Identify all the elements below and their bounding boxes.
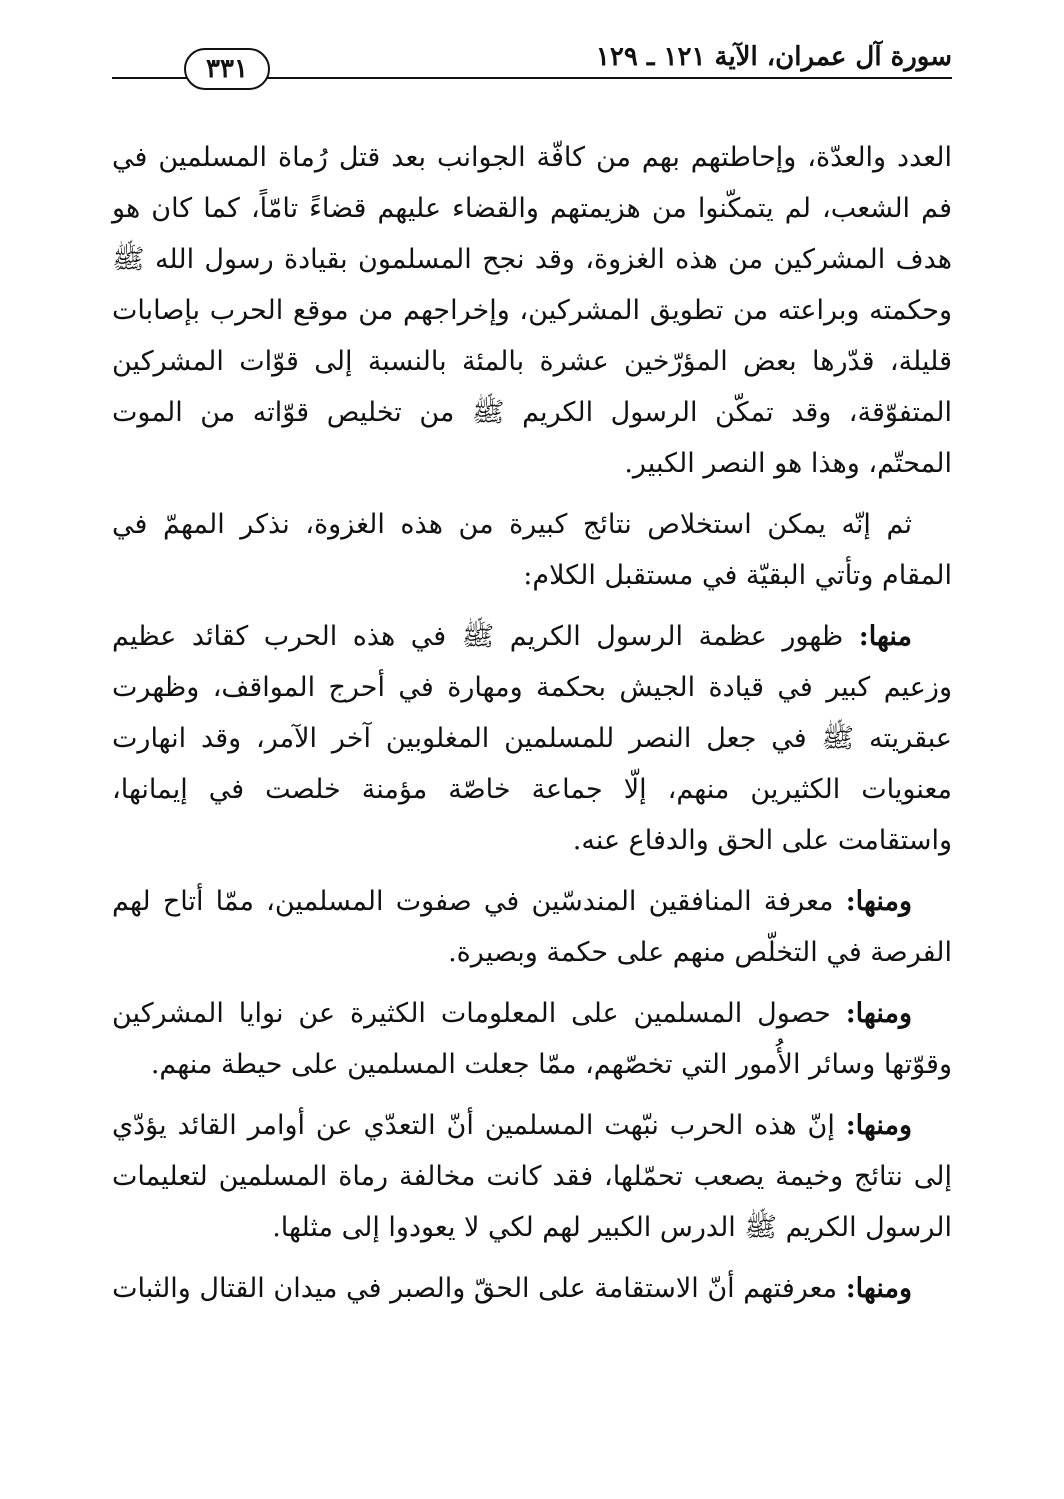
paragraph-lead: ومنها: bbox=[845, 886, 912, 917]
surah-verse-title: سورة آل عمران، الآية ١٢١ ـ ١٢٩ bbox=[595, 42, 952, 72]
paragraph-text: معرفتهم أنّ الاستقامة على الحقّ والصبر في ميدان القتال والثبات bbox=[112, 1273, 846, 1304]
paragraph-result-1 bbox=[112, 611, 952, 866]
paragraph-text: ظهور عظمة الرسول الكريم ﷺ في هذه الحرب كقائد عظيم وزعيم كبير في قيادة الجيش بحكمة ومهارة في أحرج المواقف، وظهرت عبقريته ﷺ في جعل النصر للمسلمين المغلوبين آخر الآمر، وقد انهارت معنويات الكثيرين منهم، إلّا جماعة خاصّة مؤمنة خلصت في إيمانها، واستقامت على الحق والدفاع عنه. bbox=[112, 621, 952, 856]
paragraph-result-5 bbox=[112, 1263, 952, 1314]
body-text bbox=[112, 132, 952, 1324]
paragraph-continuation bbox=[112, 132, 952, 489]
paragraph-text: معرفة المنافقين المندسّين في صفوت المسلمين، ممّا أتاح لهم الفرصة في التخلّص منهم على حكمة وبصيرة. bbox=[112, 886, 952, 968]
paragraph-result-4 bbox=[112, 1100, 952, 1253]
paragraph-text: ثم إنّه يمكن استخلاص نتائج كبيرة من هذه الغزوة، نذكر المهمّ في المقام وتأتي البقيّة في مستقبل الكلام: bbox=[112, 509, 952, 591]
paragraph-lead: منها: bbox=[858, 621, 912, 652]
paragraph-text: إنّ هذه الحرب نبّهت المسلمين أنّ التعدّي عن أوامر القائد يؤدّي إلى نتائج وخيمة يصعب تحمّلها، فقد كانت مخالفة رماة المسلمين لتعليمات الرسول الكريم ﷺ الدرس الكبير لهم لكي لا يعودوا إلى مثلها. bbox=[112, 1110, 952, 1243]
paragraph-text: العدد والعدّة، وإحاطتهم بهم من كافّة الجوانب بعد قتل رُماة المسلمين في فم الشعب، لم يتمكّنوا من هزيمتهم والقضاء عليهم قضاءً تامّاً، كما كان هو هدف المشركين من هذه الغزوة، وقد نجح المسلمون بقيادة رسول الله ﷺ وحكمته وبراعته من تطويق المشركين، وإخراجهم من موقع الحرب بإصابات قليلة، قدّرها بعض المؤرّخين عشرة بالمئة بالنسبة إلى قوّات المشركين المتفوّقة، وقد تمكّن الرسول الكريم ﷺ من تخليص قوّاته من الموت المحتّم، وهذا هو النصر الكبير. bbox=[112, 142, 952, 479]
paragraph-lead: ومنها: bbox=[845, 998, 912, 1029]
paragraph-lead: ومنها: bbox=[845, 1110, 912, 1141]
page-number: ٣٣١ bbox=[184, 48, 270, 90]
paragraph-result-3 bbox=[112, 988, 952, 1090]
paragraph-lead: ومنها: bbox=[845, 1273, 912, 1304]
running-header bbox=[112, 40, 952, 82]
paragraph-text: حصول المسلمين على المعلومات الكثيرة عن نوايا المشركين وقوّتها وسائر الأُمور التي تخصّهم، ممّا جعلت المسلمين على حيطة منهم. bbox=[112, 998, 952, 1080]
paragraph-result-2 bbox=[112, 876, 952, 978]
paragraph-intro bbox=[112, 499, 952, 601]
